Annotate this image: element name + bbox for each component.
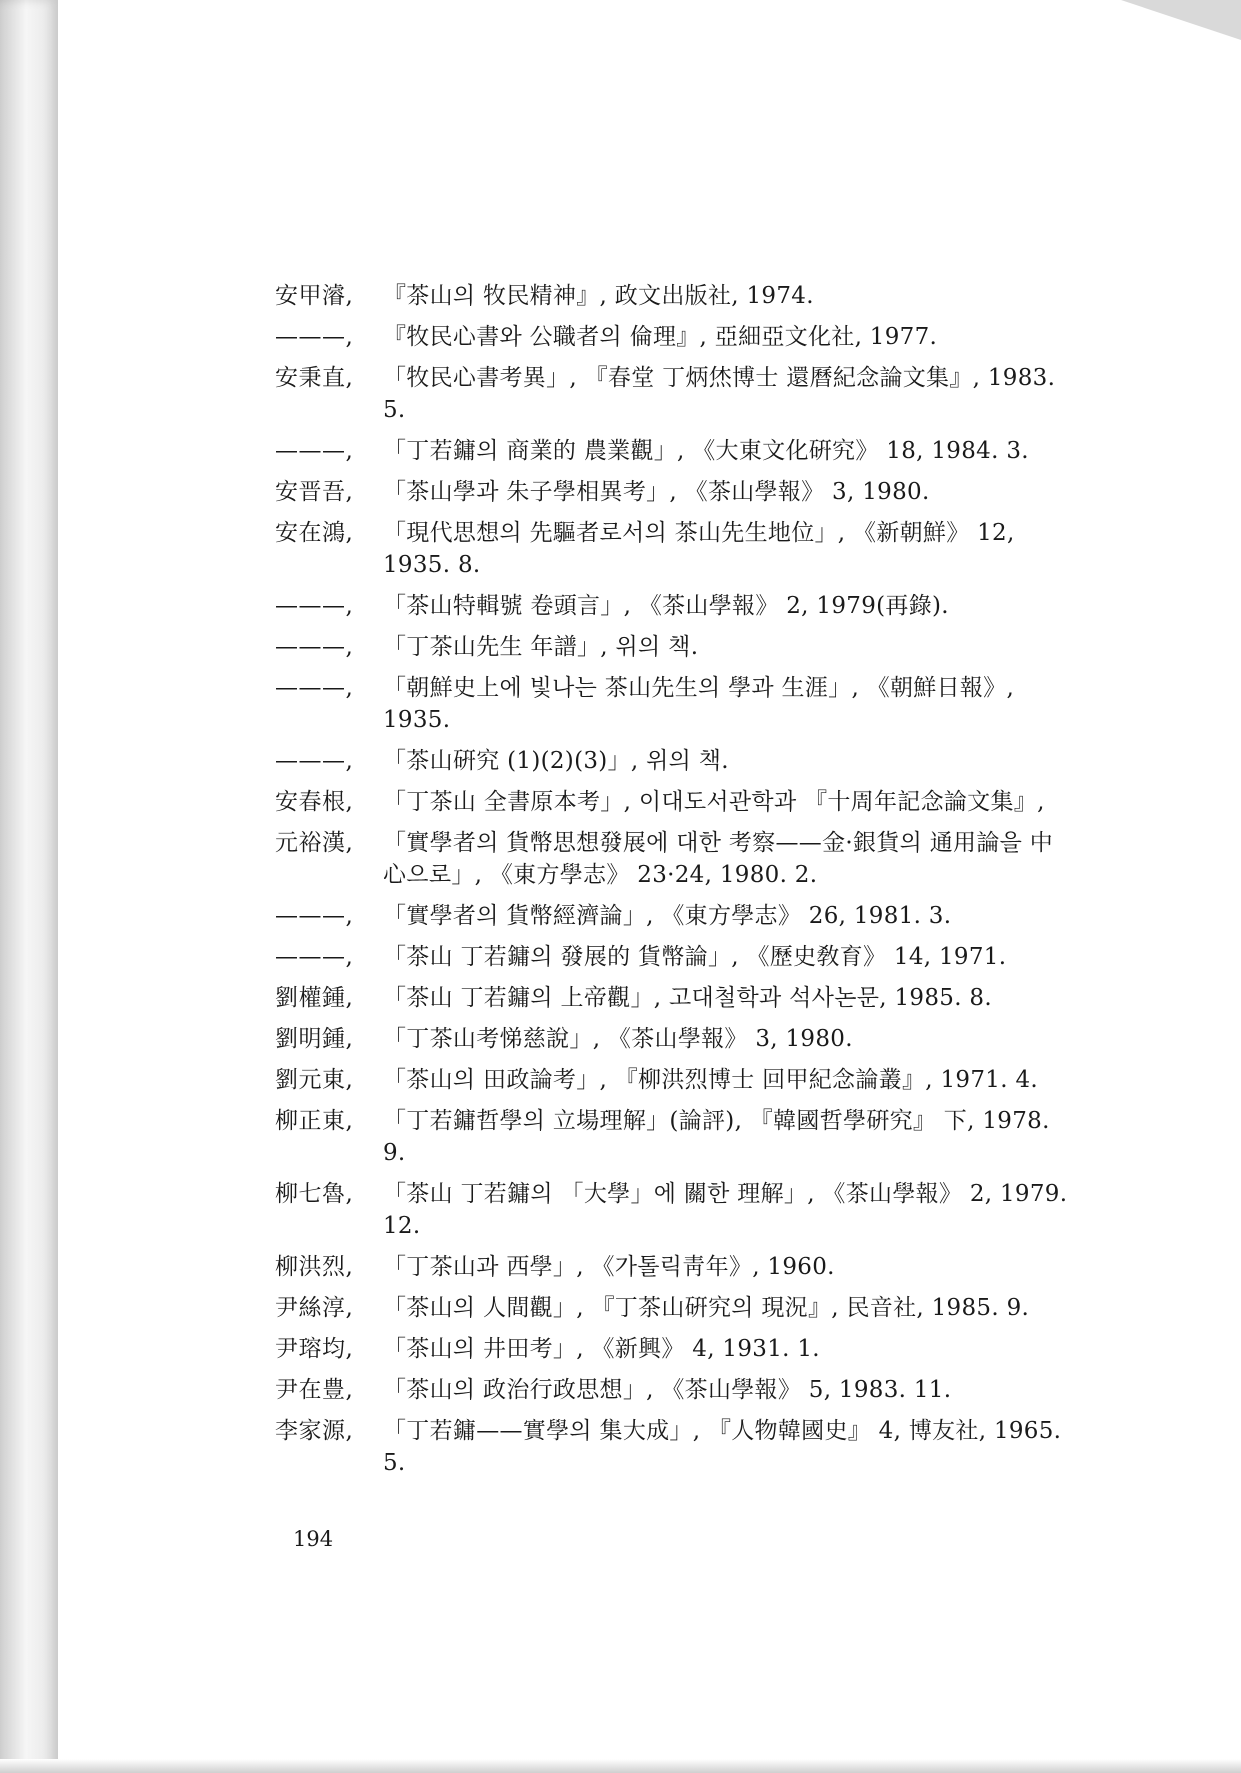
bibliography-entry (275, 786, 1075, 818)
bibliography-entry (275, 321, 1075, 353)
entry-text: 「牧民心書考異」, 『春堂 丁炳烋博士 還曆紀念論文集』, 1983. 5. (383, 365, 1056, 423)
entry-text: 「實學者의 貨幣經濟論」, 《東方學志》 26, 1981. 3. (383, 903, 952, 929)
entry-text: 「茶山 丁若鏞의 「大學」에 關한 理解」, 《茶山學報》 2, 1979. 12. (383, 1181, 1068, 1239)
entry-text: 「茶山의 田政論考」, 『柳洪烈博士 回甲紀念論叢』, 1971. 4. (383, 1067, 1038, 1093)
bibliography-entry (275, 827, 1075, 891)
entry-text: 「丁若鏞哲學의 立場理解」(論評), 『韓國哲學硏究』 下, 1978. 9. (383, 1108, 1050, 1166)
bibliography-entry (275, 590, 1075, 622)
page-number: 194 (293, 1527, 334, 1551)
bibliography-entry (275, 1374, 1075, 1406)
entry-author: ———, (275, 748, 354, 774)
bibliography-entry (275, 476, 1075, 508)
entry-text: 「茶山硏究 (1)(2)(3)」, 위의 책. (383, 748, 729, 774)
entry-author: 安春根, (275, 789, 354, 815)
entry-author: ———, (275, 634, 354, 660)
bibliography-entry (275, 1064, 1075, 1096)
bibliography-entry (275, 280, 1075, 312)
entry-text: 「丁茶山考悌慈說」, 《茶山學報》 3, 1980. (383, 1026, 853, 1052)
entry-author: ———, (275, 675, 354, 701)
entry-author: ———, (275, 944, 354, 970)
entry-author: 元裕漢, (275, 830, 354, 856)
bibliography-entry (275, 1105, 1075, 1169)
entry-text: 「茶山學과 朱子學相異考」, 《茶山學報》 3, 1980. (383, 479, 930, 505)
entry-author: ———, (275, 324, 354, 350)
book-spine (0, 0, 59, 1773)
page-bottom-edge (0, 1759, 1241, 1773)
bibliography-entry (275, 1023, 1075, 1055)
bibliography-entry (275, 745, 1075, 777)
bibliography-entry (275, 631, 1075, 663)
entry-text: 「茶山 丁若鏞의 上帝觀」, 고대철학과 석사논문, 1985. 8. (383, 985, 992, 1011)
bibliography-entry (275, 1178, 1075, 1242)
entry-text: 「茶山 丁若鏞의 發展的 貨幣論」, 《歷史敎育》 14, 1971. (383, 944, 1007, 970)
entry-text: 「丁茶山 全書原本考」, 이대도서관학과 『十周年記念論文集』, (383, 789, 1045, 815)
bibliography-entry (275, 982, 1075, 1014)
entry-author: 尹瑢均, (275, 1336, 354, 1362)
entry-author: 柳洪烈, (275, 1254, 354, 1280)
entry-text: 「實學者의 貨幣思想發展에 대한 考察——金·銀貨의 通用論을 中心으로」, 《東方學志》 23·24, 1980. 2. (383, 830, 1054, 888)
entry-author: 劉權鍾, (275, 985, 354, 1011)
entry-author: 尹在豊, (275, 1377, 354, 1403)
entry-author: 劉元東, (275, 1067, 354, 1093)
entry-text: 「丁若鏞——實學의 集大成」, 『人物韓國史』 4, 博友社, 1965. 5. (383, 1418, 1062, 1476)
entry-text: 「茶山特輯號 卷頭言」, 《茶山學報》 2, 1979(再錄). (383, 593, 949, 619)
entry-text: 「丁茶山과 西學」, 《가톨릭靑年》, 1960. (383, 1254, 835, 1280)
entry-author: 安秉直, (275, 365, 354, 391)
entry-author: 劉明鍾, (275, 1026, 354, 1052)
entry-author: ———, (275, 438, 354, 464)
bibliography-entry (275, 941, 1075, 973)
bibliography-entry (275, 1415, 1075, 1479)
bibliography-entry (275, 362, 1075, 426)
entry-author: ———, (275, 593, 354, 619)
entry-text: 「丁若鏞의 商業的 農業觀」, 《大東文化硏究》 18, 1984. 3. (383, 438, 1029, 464)
entry-text: 『茶山의 牧民精神』, 政文出版社, 1974. (383, 283, 814, 309)
entry-author: 安甲濬, (275, 283, 354, 309)
bibliography-entry (275, 435, 1075, 467)
bibliography-entry (275, 1292, 1075, 1324)
bibliography-entry (275, 672, 1075, 736)
bibliography-entry (275, 900, 1075, 932)
entry-author: 柳正東, (275, 1108, 354, 1134)
entry-text: 「朝鮮史上에 빛나는 茶山先生의 學과 生涯」, 《朝鮮日報》, 1935. (383, 675, 1015, 733)
page-corner (1121, 0, 1241, 40)
entry-text: 「茶山의 政治行政思想」, 《茶山學報》 5, 1983. 11. (383, 1377, 952, 1403)
entry-text: 「茶山의 井田考」, 《新興》 4, 1931. 1. (383, 1336, 820, 1362)
entry-author: ———, (275, 903, 354, 929)
entry-author: 安在鴻, (275, 520, 354, 546)
entry-text: 「現代思想의 先驅者로서의 茶山先生地位」, 《新朝鮮》 12, 1935. 8. (383, 520, 1015, 578)
bibliography-entry (275, 517, 1075, 581)
entry-author: 柳七魯, (275, 1181, 354, 1207)
entry-author: 尹絲淳, (275, 1295, 354, 1321)
entry-author: 安晋吾, (275, 479, 354, 505)
bibliography-entry (275, 1333, 1075, 1365)
entry-author: 李家源, (275, 1418, 354, 1444)
bibliography-entry (275, 1251, 1075, 1283)
bibliography-list (275, 280, 1075, 1488)
entry-text: 『牧民心書와 公職者의 倫理』, 亞細亞文化社, 1977. (383, 324, 938, 350)
entry-text: 「茶山의 人間觀」, 『丁茶山硏究의 現況』, 民音社, 1985. 9. (383, 1295, 1030, 1321)
entry-text: 「丁茶山先生 年譜」, 위의 책. (383, 634, 699, 660)
